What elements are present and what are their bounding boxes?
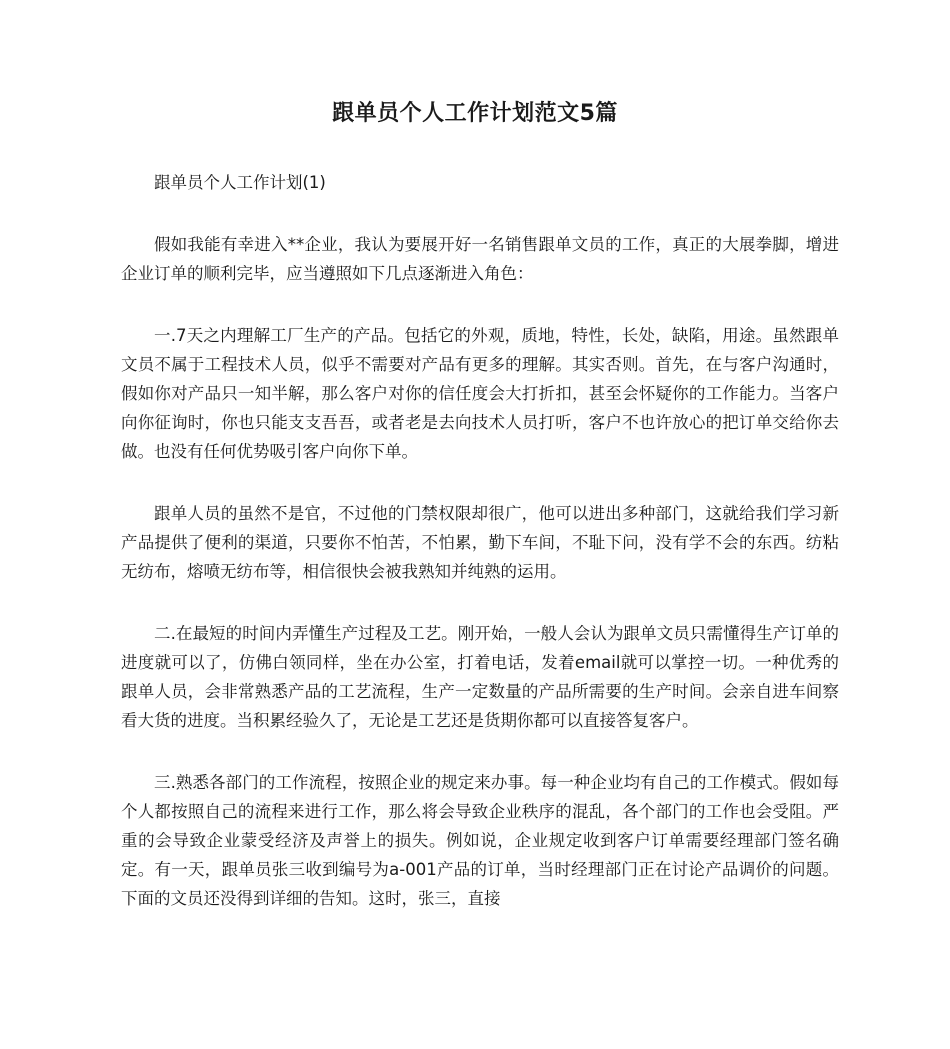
paragraph-point-three: 三.熟悉各部门的工作流程，按照企业的规定来办事。每一种企业均有自己的工作模式。假如每个人都按照自己的流程来进行工作，那么将会导致企业秩序的混乱，各个部门的工作也会受阻。严重的会导致企业蒙受经济及声誉上的损失。例如说，企业规定收到客户订单需要经理部门签名确定。有一天，跟单员张三收到编号为a-001产品的订单，当时经理部门正在讨论产品调价的问题。下面的文员还没得到详细的告知。这时，张三，直接	[121, 773, 839, 908]
paragraph-point-one: 一.7天之内理解工厂生产的产品。包括它的外观，质地，特性，长处，缺陷，用途。虽然跟单文员不属于工程技术人员，似乎不需要对产品有更多的理解。其实否则。首先，在与客户沟通时，假如你对产品只一知半解，那么客户对你的信任度会大打折扣，甚至会怀疑你的工作能力。当客户向你征询时，你也只能支支吾吾，或者老是去向技术人员打听，客户不也许放心的把订单交给你去做。也没有任何优势吸引客户向你下单。	[121, 326, 839, 461]
paragraph-intro: 假如我能有幸进入**企业，我认为要展开好一名销售跟单文员的工作，真正的大展拳脚，增进企业订单的顺利完毕，应当遵照如下几点逐渐进入角色：	[121, 235, 839, 283]
section-heading: 跟单员个人工作计划(1)	[154, 173, 326, 192]
document-body	[121, 168, 839, 913]
document-title: 跟单员个人工作计划范文5篇	[332, 101, 618, 126]
paragraph-point-one-detail: 跟单人员的虽然不是官，不过他的门禁权限却很广，他可以进出多种部门，这就给我们学习新产品提供了便利的渠道，只要你不怕苦，不怕累，勤下车间，不耻下问，没有学不会的东西。纺粘无纺布，熔喷无纺布等，相信很快会被我熟知并纯熟的运用。	[121, 504, 839, 581]
paragraph-point-two: 二.在最短的时间内弄懂生产过程及工艺。刚开始，一般人会认为跟单文员只需懂得生产订单的进度就可以了，仿佛白领同样，坐在办公室，打着电话，发着email就可以掌控一切。一种优秀的跟单人员，会非常熟悉产品的工艺流程，生产一定数量的产品所需要的生产时间。会亲自进车间察看大货的进度。当积累经验久了，无论是工艺还是货期你都可以直接答复客户。	[121, 624, 839, 730]
